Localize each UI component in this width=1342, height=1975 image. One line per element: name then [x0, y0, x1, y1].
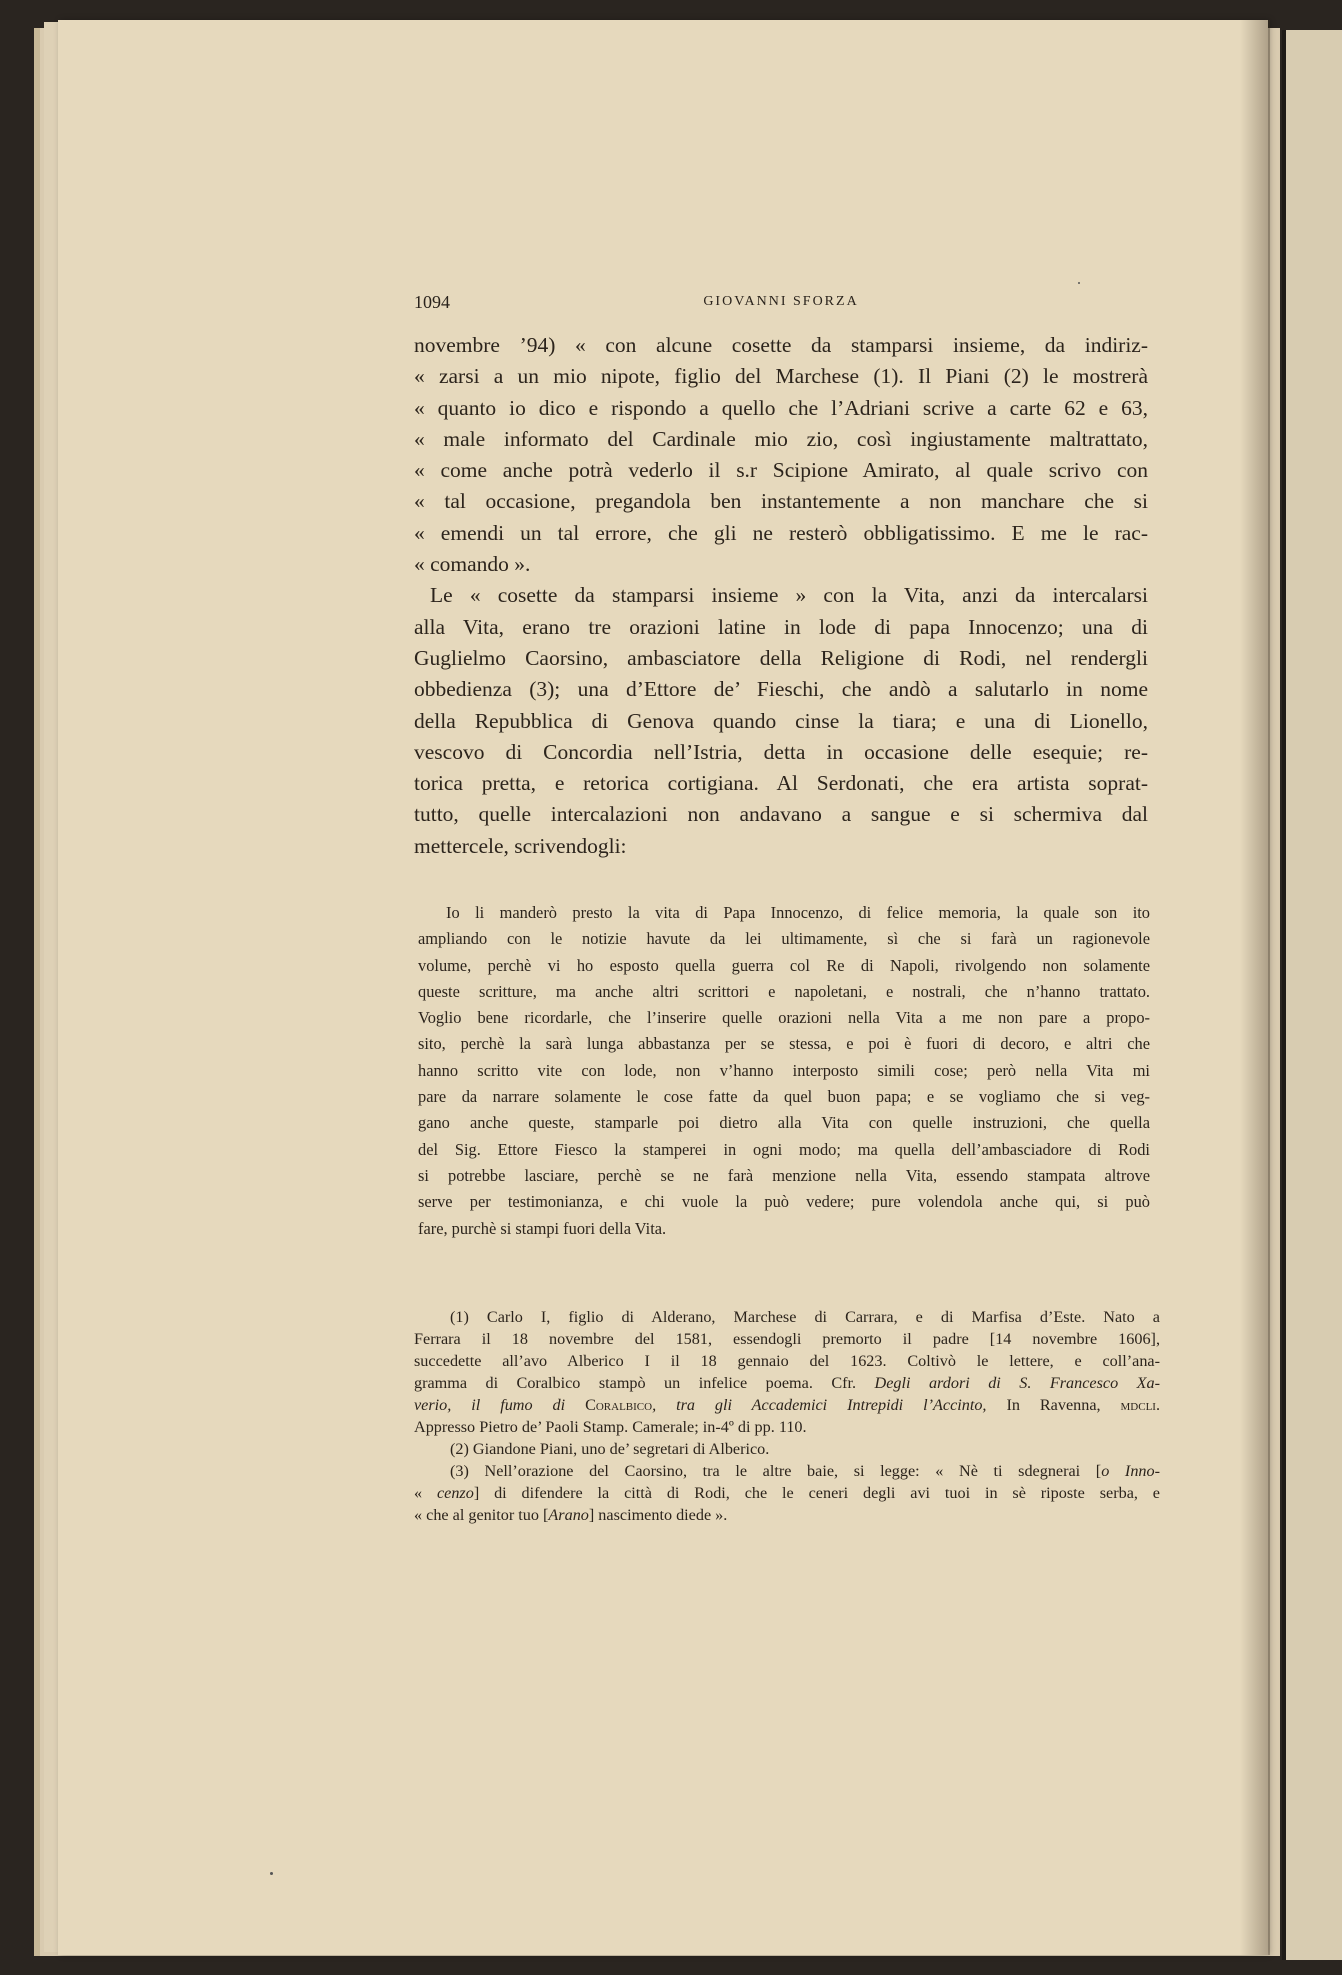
spine-shadow	[1240, 20, 1270, 1955]
footnote-1-title: Degli ardori di S. Francesco Xa-	[874, 1374, 1161, 1392]
footnote-1-title: verio, il fumo di	[414, 1396, 566, 1414]
main-line: alla Vita, erano tre orazioni latine in lode di papa Innocenzo; una di	[414, 614, 1148, 639]
footnote-1-line: (1) Carlo I, figlio di Alderano, Marchese di Carrara, e di Marfisa d’Este. Nato a	[450, 1308, 1160, 1326]
quote-line: queste scritture, ma anche altri scrittori e napoletani, e nostrali, che n’hanno trattato.	[418, 981, 1150, 1001]
footnote-1-line	[414, 1372, 1160, 1394]
footnote-3-line	[414, 1504, 1160, 1526]
main-line: « quanto io dico e rispondo a quello che l’Adriani scrive a carte 62 e 63,	[414, 395, 1148, 420]
quote-line: del Sig. Ettore Fiesco la stamperei in ogni modo; ma quella dell’ambasciadore di Rodi	[418, 1139, 1150, 1159]
main-line: « zarsi a un mio nipote, figlio del Marchese (1). Il Piani (2) le mostrerà	[414, 364, 1148, 389]
paper-speck	[270, 1872, 273, 1875]
main-line: Guglielmo Caorsino, ambasciatore della Religione di Rodi, nel rendergli	[414, 645, 1148, 670]
footnote-3-text: « che al genitor tuo [	[414, 1506, 549, 1524]
footnote-3-text: ] nascimento diede ».	[588, 1506, 728, 1524]
footnotes	[414, 1306, 1160, 1526]
footnote-3-italic: o Inno-	[1101, 1462, 1160, 1480]
facing-page-edge	[1282, 30, 1342, 1960]
footnote-3-text: «	[414, 1484, 437, 1502]
quote-line: ampliando con le notizie havute da lei ultimamente, sì che si farà un ragionevole	[418, 929, 1150, 949]
main-line: torica pretta, e retorica cortigiana. Al Serdonati, che era artista soprat-	[414, 771, 1148, 796]
main-line: vescovo di Concordia nell’Istria, detta in occasione delle esequie; re-	[414, 739, 1148, 764]
running-title: GIOVANNI SFORZA	[703, 294, 859, 309]
quote-line: hanno scritto vite con lode, non v’hanno interposto simili cose; però nella Vita mi	[418, 1060, 1150, 1080]
main-line: « come anche potrà vederlo il s.r Scipione Amirato, al quale scrivo con	[414, 458, 1148, 483]
quote-line: serve per testimonianza, e chi vuole la può vedere; pure volendola anche qui, si può	[418, 1192, 1150, 1212]
main-line: « emendi un tal errore, che gli ne resterò obbligatissimo. E me le rac-	[414, 520, 1148, 545]
footnote-2: (2) Giandone Piani, uno de’ segretari di Alberico.	[450, 1440, 770, 1458]
footnote-1-text: gramma di Coralbico stampò un infelice poema. Cfr.	[414, 1374, 857, 1392]
main-line: tutto, quelle intercalazioni non andavano a sangue e si schermiva dal	[414, 802, 1148, 827]
footnote-1-line: succedette all’avo Alberico I il 18 gennaio del 1623. Coltivò le lettere, e coll’ana-	[414, 1352, 1160, 1370]
footnote-1-line	[414, 1394, 1160, 1416]
quote-line: fare, purchè si stampi fuori della Vita.	[418, 1218, 667, 1238]
footnote-1-line: Ferrara il 18 novembre del 1581, essendogli premorto il padre [14 novembre 1606],	[414, 1330, 1160, 1348]
footnote-3-line	[414, 1482, 1160, 1504]
main-text	[414, 330, 1148, 862]
quote-line: si potrebbe lasciare, perchè se ne farà menzione nella Vita, essendo stampata altrove	[418, 1165, 1150, 1185]
footnote-1-year: mdcli.	[1120, 1396, 1161, 1414]
main-line: Le « cosette da stamparsi insieme » con la Vita, anzi da intercalarsi	[430, 583, 1148, 608]
footnote-3-italic: cenzo	[436, 1484, 474, 1502]
page-header	[414, 292, 1148, 316]
main-line: della Repubblica di Genova quando cinse la tiara; e una di Lionello,	[414, 708, 1148, 733]
footnote-1-line: Appresso Pietro de’ Paoli Stamp. Camerale; in-4º di pp. 110.	[414, 1418, 807, 1436]
main-line: novembre ’94) « con alcune cosette da stamparsi insieme, da indiriz-	[414, 333, 1148, 357]
quote-line: gano anche queste, stamparle poi dietro alla Vita con quelle instruzioni, che quella	[418, 1113, 1150, 1133]
main-line: « comando ».	[414, 552, 531, 577]
footnote-3-italic: Arano	[548, 1506, 589, 1524]
footnote-3-line	[414, 1460, 1160, 1482]
quote-line: Voglio bene ricordarle, che l’inserire quelle orazioni nella Vita a me non pare a propo-	[418, 1008, 1150, 1028]
quote-line: pare da narrare solamente le cose fatte da quel buon papa; e se vogliamo che si veg-	[418, 1087, 1150, 1107]
quote-line: Io li manderò presto la vita di Papa Innocenzo, di felice memoria, la quale son ito	[446, 903, 1150, 922]
main-line: obbedienza (3); una d’Ettore de’ Fieschi, che andò a salutarlo in nome	[414, 677, 1148, 702]
footnote-3-text: (3) Nell’orazione del Caorsino, tra le altre baie, si legge: « Nè ti sdegnerai [	[450, 1462, 1102, 1480]
block-quote	[418, 900, 1150, 1242]
footnote-1-place: In Ravenna,	[1006, 1396, 1101, 1414]
page-number: 1094	[414, 292, 450, 312]
footnote-1-author: Coralbico	[585, 1396, 653, 1414]
quote-line: volume, perchè vi ho esposto quella guerra col Re di Napoli, rivolgendo non solamente	[418, 955, 1150, 975]
paper-speck	[1078, 282, 1080, 284]
main-line: « male informato del Cardinale mio zio, così ingiustamente maltrattato,	[414, 426, 1148, 451]
footnote-1-title: , tra gli Accademici Intrepidi l’Accinto,	[652, 1396, 987, 1414]
main-line: « tal occasione, pregandola ben instantemente a non manchare che si	[414, 489, 1148, 514]
footnote-3-text: ] di difendere la città di Rodi, che le ceneri degli avi tuoi in sè riposte serba, e	[473, 1484, 1160, 1502]
main-line: mettercele, scrivendogli:	[414, 833, 627, 858]
quote-line: sito, perchè la sarà lunga abbastanza per se stessa, e poi è fuori di decoro, e altri che	[418, 1034, 1150, 1054]
